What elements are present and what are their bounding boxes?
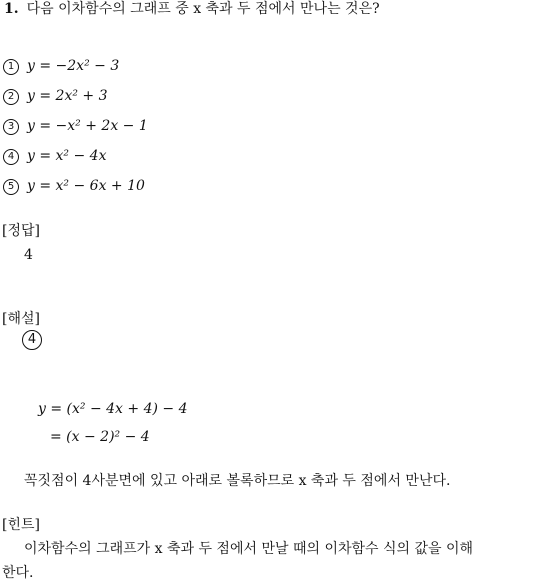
answer-heading: [정답] [2,223,40,239]
option-text-1: y = −2x² − 3 [27,58,120,74]
answer-value: 4 [24,247,33,263]
solution-heading: [해설] [2,311,40,327]
hint-line-2: 한다. [2,565,34,581]
option-4[interactable] [3,146,106,166]
option-marker-1: 1 [3,59,19,75]
solution-choice [22,330,42,350]
option-text-3: y = −x² + 2x − 1 [27,118,148,134]
solution-equation-1: y = (x² − 4x + 4) − 4 [38,401,188,417]
option-2[interactable] [3,86,108,106]
option-text-2: y = 2x² + 3 [27,88,108,104]
hint-line-1: 이차함수의 그래프가 x 축과 두 점에서 만날 때의 이차함수 식의 값을 이해 [24,541,474,557]
question-text: 다음 이차함수의 그래프 중 x 축과 두 점에서 만나는 것은? [26,1,380,17]
option-5[interactable] [3,176,145,196]
option-text-4: y = x² − 4x [27,148,107,164]
option-text-5: y = x² − 6x + 10 [27,178,145,194]
solution-choice-marker: 4 [22,330,42,350]
solution-equation-2: = (x − 2)² − 4 [50,429,150,445]
option-marker-2: 2 [3,89,19,105]
option-marker-3: 3 [3,119,19,135]
option-3[interactable] [3,116,148,136]
option-marker-4: 4 [3,149,19,165]
option-1[interactable] [3,56,119,76]
question-line [4,0,380,18]
hint-heading: [힌트] [2,517,40,533]
option-marker-5: 5 [3,179,19,195]
solution-text: 꼭짓점이 4사분면에 있고 아래로 볼록하므로 x 축과 두 점에서 만난다. [24,473,451,489]
question-number: 1. [4,1,19,17]
